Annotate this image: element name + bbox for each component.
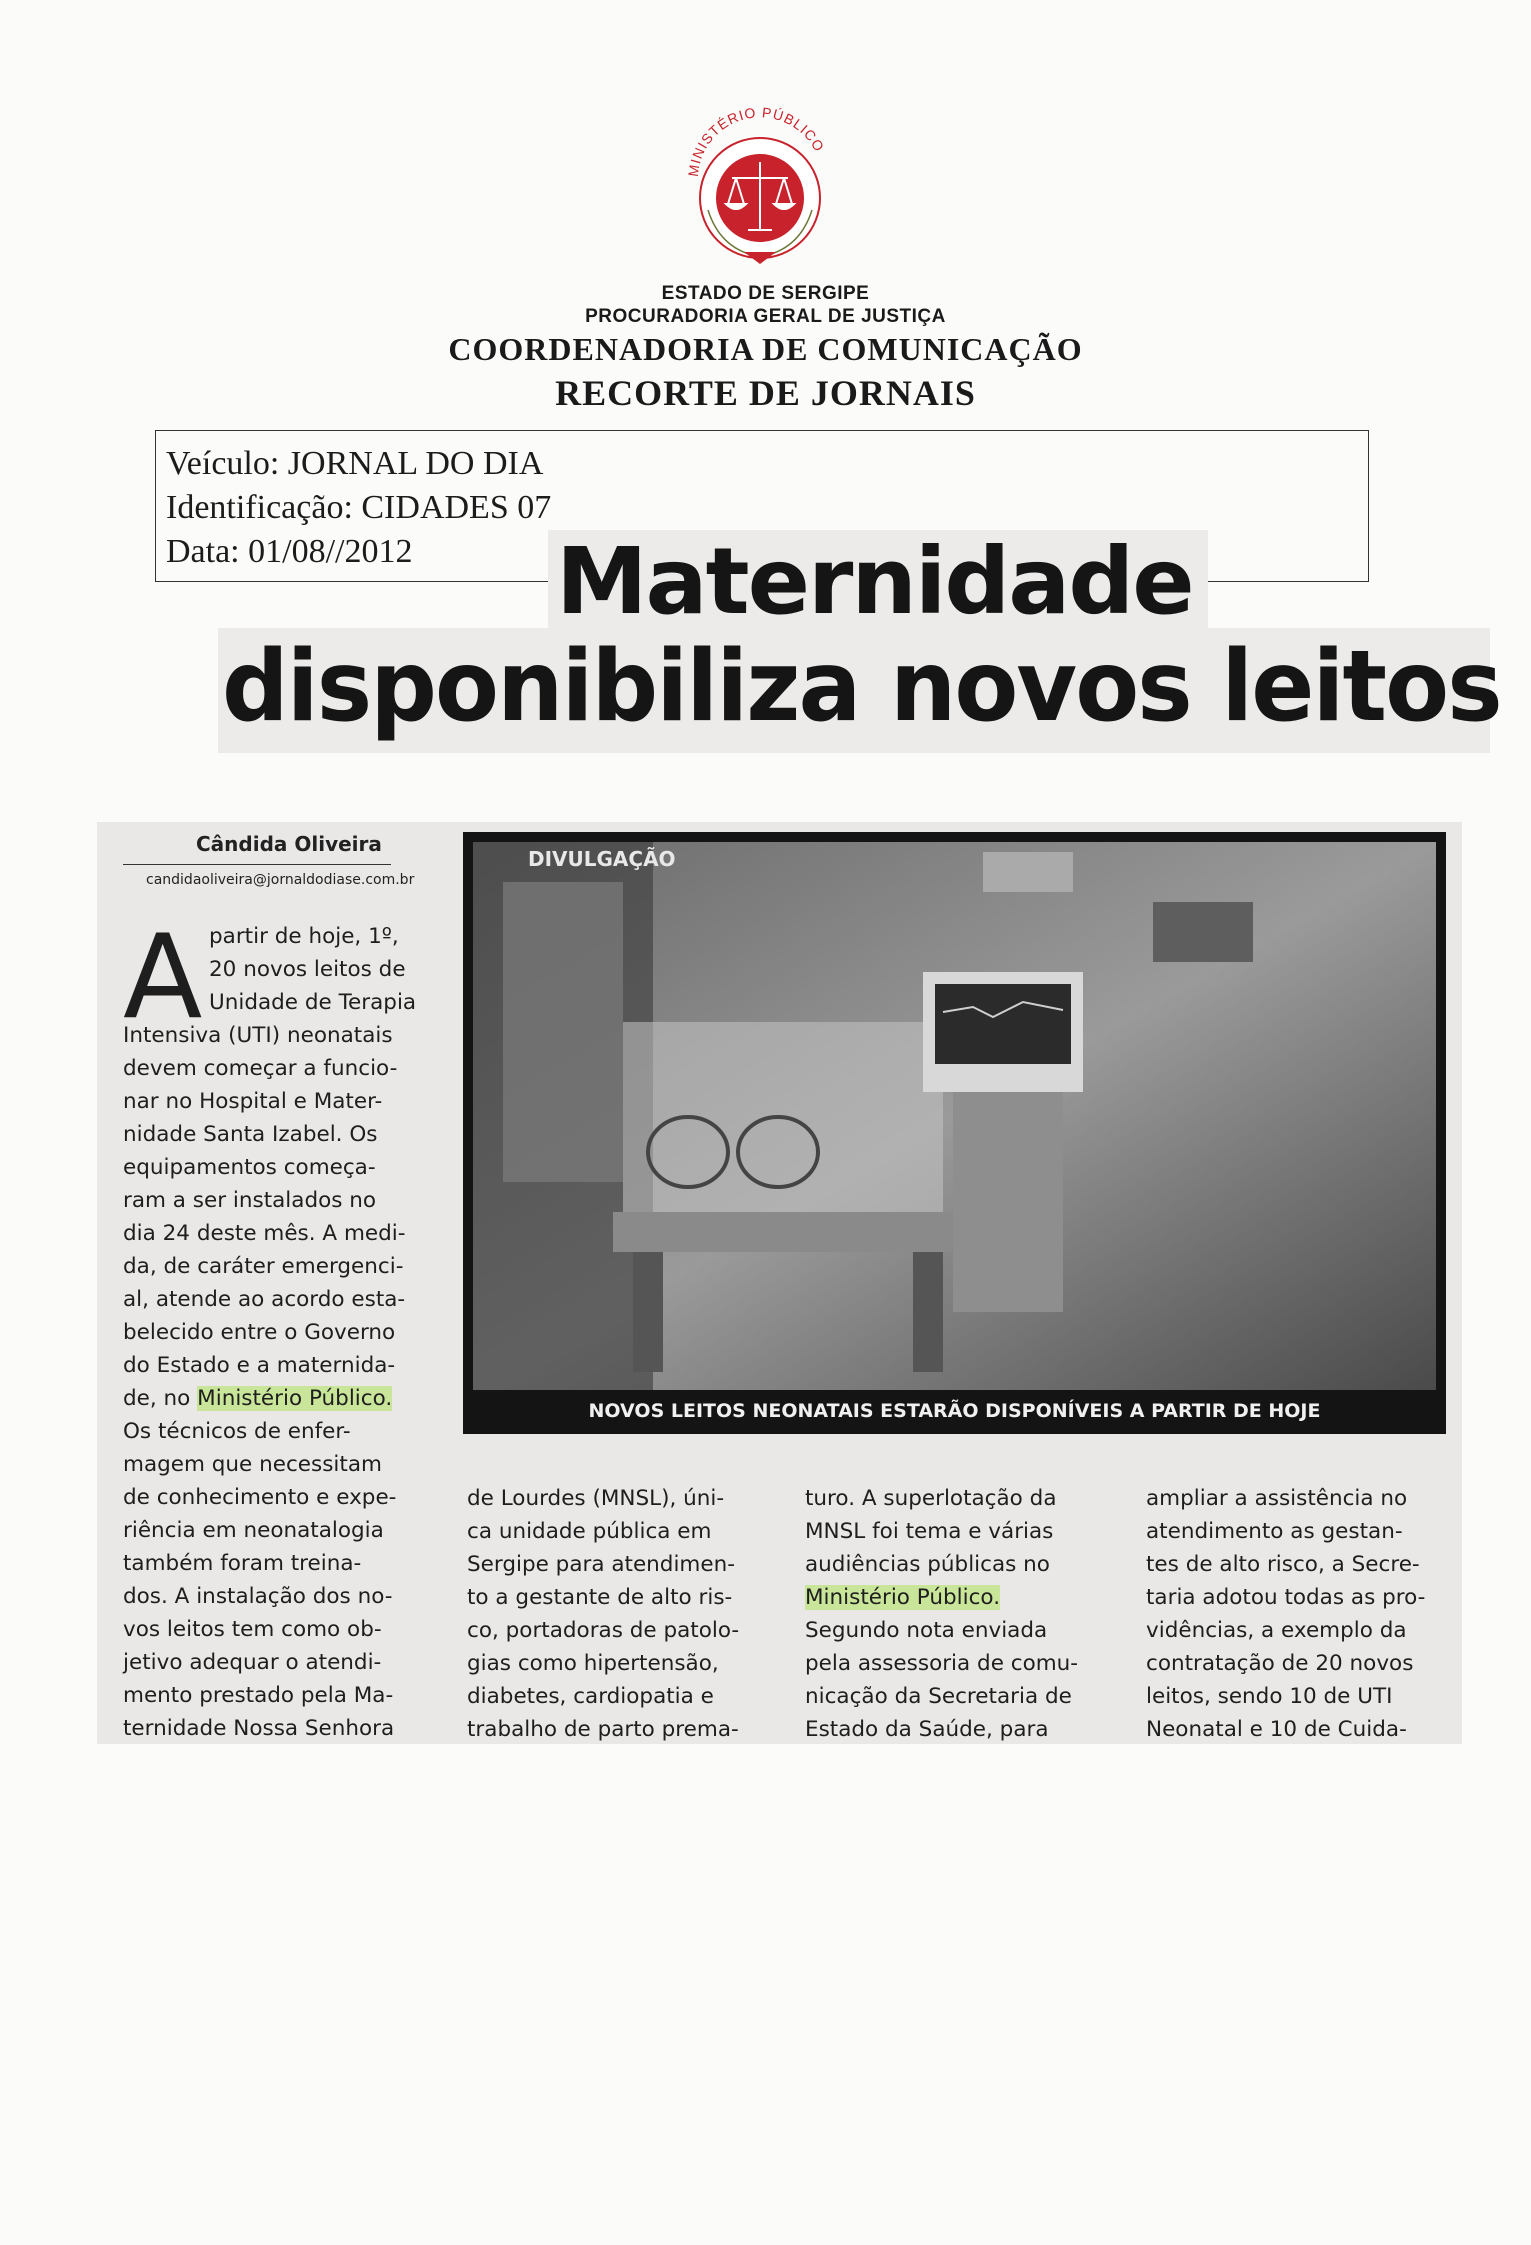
text-line: ternidade Nossa Senhora: [123, 1716, 395, 1741]
text-line: atendimento as gestan-: [1146, 1519, 1403, 1544]
incubator-photo: [473, 842, 1436, 1390]
text-line: dos. A instalação dos no-: [123, 1584, 393, 1609]
info-data: Data: 01/08//2012: [166, 533, 413, 570]
text-line: al, atende ao acordo esta-: [123, 1287, 406, 1312]
header-coordenadoria: COORDENADORIA DE COMUNICAÇÃO: [448, 331, 1083, 367]
text-line: riência em neonatalogia: [123, 1518, 384, 1543]
text-line: vidências, a exemplo da: [1146, 1618, 1407, 1643]
text-line: ampliar a assistência no: [1146, 1486, 1408, 1511]
highlighted-text: Ministério Público.: [805, 1585, 1001, 1610]
text-line: Sergipe para atendimen-: [467, 1552, 735, 1577]
info-veiculo: Veículo: JORNAL DO DIA: [166, 445, 544, 482]
text-line: devem começar a funcio-: [123, 1056, 398, 1081]
headline-line-2: disponibiliza novos leitos: [222, 630, 1501, 744]
text-line: tes de alto risco, a Secre-: [1146, 1552, 1420, 1577]
text-line: ram a ser instalados no: [123, 1188, 377, 1213]
photo-credit: DIVULGAÇÃO: [528, 847, 676, 871]
text-line: Unidade de Terapia: [209, 990, 417, 1015]
text-line: nicação da Secretaria de: [805, 1684, 1072, 1709]
article-column-4: [1146, 1482, 1462, 1746]
text-line: turo. A superlotação da: [805, 1486, 1057, 1511]
article-lead: [209, 920, 431, 1019]
text-line: taria adotou todas as pro-: [1146, 1585, 1426, 1610]
text-line: do Estado e a maternida-: [123, 1353, 396, 1378]
ribbon-icon: [744, 252, 776, 264]
info-identificacao: Identificação: CIDADES 07: [166, 489, 552, 526]
photo-frame: [463, 832, 1446, 1434]
text-line: pela assessoria de comu-: [805, 1651, 1079, 1676]
photo-caption: NOVOS LEITOS NEONATAIS ESTARÃO DISPONÍVEIS A PARTIR DE HOJE: [588, 1400, 1321, 1422]
text-line: Os técnicos de enfer-: [123, 1419, 351, 1444]
text-line: de conhecimento e expe-: [123, 1485, 397, 1510]
text-line: jetivo adequar o atendi-: [123, 1650, 382, 1675]
text-line: contratação de 20 novos: [1146, 1651, 1414, 1676]
text-line: leitos, sendo 10 de UTI: [1146, 1684, 1393, 1709]
drop-cap: A: [123, 910, 203, 1045]
byline-email: candidaoliveira@jornaldodiase.com.br: [146, 872, 415, 888]
text-line: vos leitos tem como ob-: [123, 1617, 382, 1642]
text-line: de Lourdes (MNSL), úni-: [467, 1486, 725, 1511]
text-line: da, de caráter emergenci-: [123, 1254, 404, 1279]
text-line: 20 novos leitos de: [209, 957, 406, 982]
text-line: co, portadoras de patolo-: [467, 1618, 740, 1643]
text-line: to a gestante de alto ris-: [467, 1585, 733, 1610]
text-line: equipamentos começa-: [123, 1155, 376, 1180]
header-state: ESTADO DE SERGIPE: [661, 283, 870, 304]
text-line: gias como hipertensão,: [467, 1651, 719, 1676]
text-line: nar no Hospital e Mater-: [123, 1089, 383, 1114]
text-line: mento prestado pela Ma-: [123, 1683, 394, 1708]
byline-divider: [123, 864, 391, 865]
text-line: trabalho de parto prema-: [467, 1717, 739, 1742]
article-column-3: [805, 1482, 1125, 1746]
highlighted-text: Ministério Público.: [197, 1386, 393, 1411]
byline-author: Cândida Oliveira: [196, 832, 382, 856]
text-line: audiências públicas no: [805, 1552, 1050, 1577]
text-line: nidade Santa Izabel. Os: [123, 1122, 378, 1147]
text-line: magem que necessitam: [123, 1452, 382, 1477]
text-fragment: de, no: [123, 1386, 191, 1411]
text-line: ca unidade pública em: [467, 1519, 712, 1544]
text-line: belecido entre o Governo: [123, 1320, 396, 1345]
header-recorte: RECORTE DE JORNAIS: [555, 373, 976, 413]
text-line: diabetes, cardiopatia e: [467, 1684, 714, 1709]
text-line: dia 24 deste mês. A medi-: [123, 1221, 406, 1246]
text-line: Intensiva (UTI) neonatais: [123, 1023, 393, 1048]
article-column-2: [467, 1482, 783, 1746]
text-line: Neonatal e 10 de Cuida-: [1146, 1717, 1407, 1742]
ministerio-publico-seal: [660, 100, 860, 270]
article-column-1: [123, 1019, 439, 1745]
text-line: [805, 1581, 1125, 1614]
text-line: [123, 1382, 439, 1415]
seal-text: MINISTÉRIO PÚBLICO: [684, 104, 828, 178]
headline-line-1: Maternidade: [556, 528, 1193, 635]
text-line: também foram treina-: [123, 1551, 362, 1576]
header-procuradoria: PROCURADORIA GERAL DE JUSTIÇA: [585, 306, 946, 327]
text-line: Segundo nota enviada: [805, 1618, 1048, 1643]
text-line: partir de hoje, 1º,: [209, 924, 399, 949]
text-line: Estado da Saúde, para: [805, 1717, 1049, 1742]
text-line: MNSL foi tema e várias: [805, 1519, 1054, 1544]
